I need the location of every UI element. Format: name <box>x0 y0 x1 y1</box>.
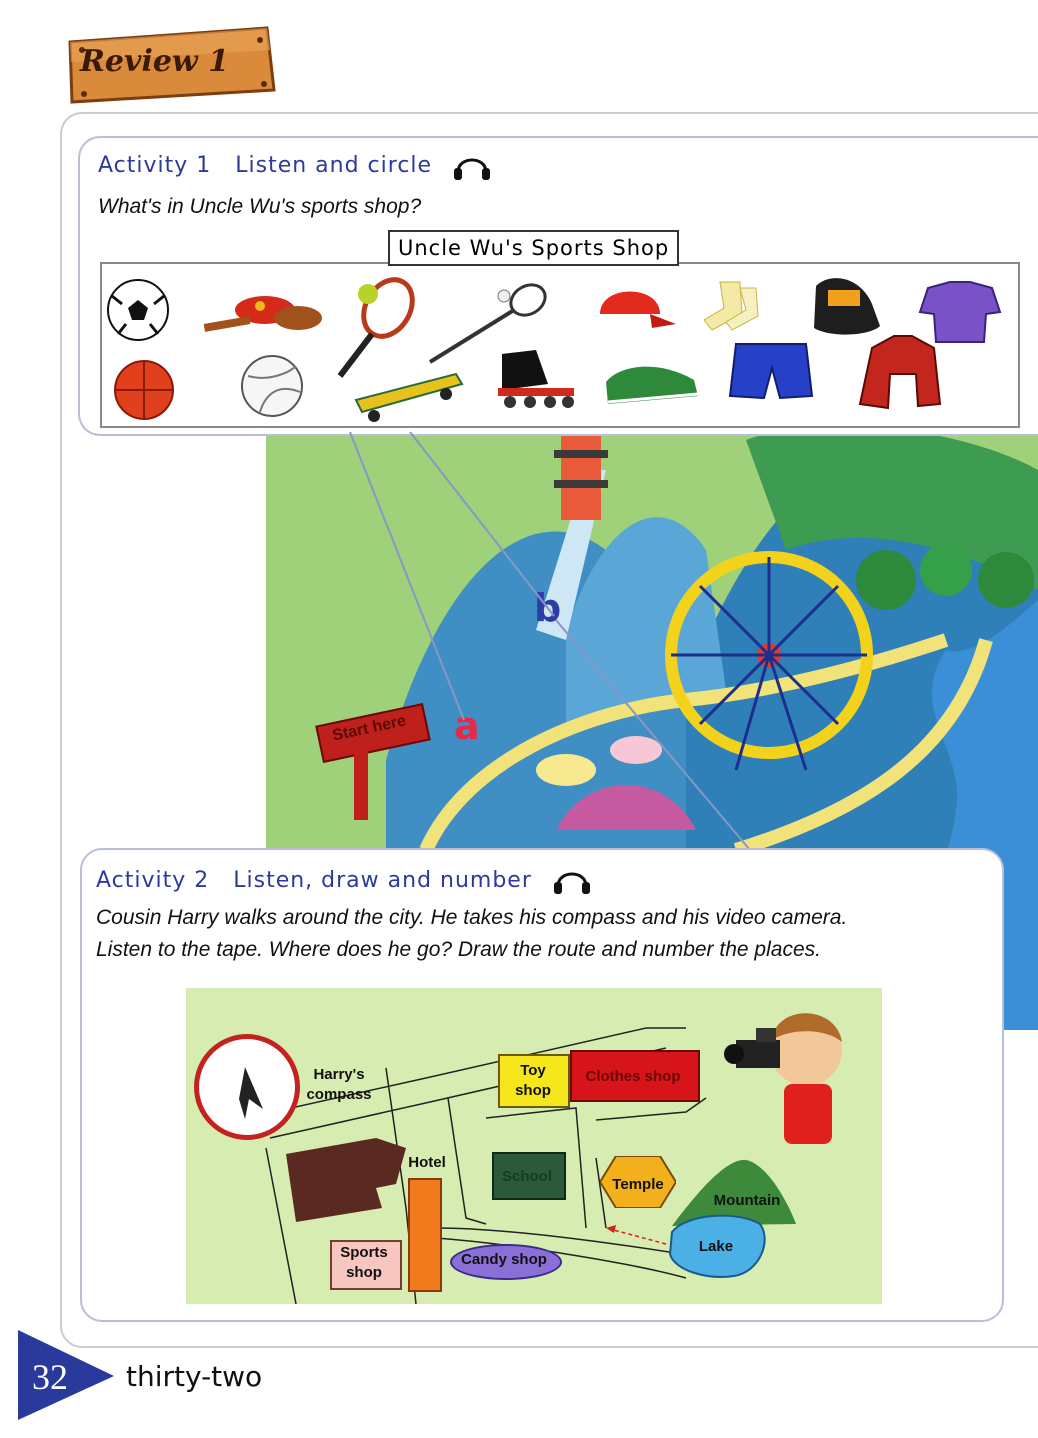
socks-icon <box>704 282 758 330</box>
tennis-racket-icon <box>340 271 422 376</box>
compass-label-1: Harry's <box>313 1066 365 1083</box>
headphones-icon <box>552 864 592 903</box>
marker-b: b <box>534 586 562 630</box>
city-map <box>186 988 882 1304</box>
ping-pong-bats-icon <box>204 296 322 332</box>
route-arrow <box>606 1228 666 1244</box>
shop-label: Uncle Wu's Sports Shop <box>388 230 679 266</box>
skateboard-icon <box>356 374 462 422</box>
sports-shop-label-2: shop <box>346 1264 382 1281</box>
toy-shop-label-2: shop <box>515 1082 551 1099</box>
school-label: School <box>501 1168 552 1185</box>
toy-shop-label-1: Toy <box>520 1062 546 1079</box>
badminton-racket-icon <box>430 279 551 362</box>
shorts-icon <box>730 344 812 398</box>
review-label: Review 1 <box>80 44 230 79</box>
start-here-text: Start here <box>330 712 408 745</box>
page-word: thirty-two <box>126 1360 263 1393</box>
bag-icon <box>814 278 880 334</box>
page-number: 32 <box>32 1357 68 1397</box>
headphones-icon <box>452 150 492 189</box>
volleyball-icon <box>242 356 302 416</box>
activity2-title: Activity 2 Listen, draw and number <box>96 868 532 893</box>
pointer-lines <box>330 430 810 870</box>
compass-needle-icon <box>199 1039 295 1135</box>
brown-block <box>286 1138 406 1222</box>
football-icon <box>108 280 168 340</box>
activity1-title: Activity 1 Listen and circle <box>98 153 433 178</box>
compass-label-2: compass <box>306 1086 372 1103</box>
marker-a: a <box>454 704 480 748</box>
lake-label: Lake <box>698 1238 734 1255</box>
roller-skates-icon <box>498 350 574 408</box>
jacket-icon <box>860 336 940 408</box>
review-banner <box>62 20 276 106</box>
hotel-label: Hotel <box>408 1154 446 1171</box>
activity1-question: What's in Uncle Wu's sports shop? <box>98 195 422 218</box>
sneakers-icon <box>606 367 698 404</box>
cameraman-figure <box>724 1013 842 1144</box>
activity2-instruction-2: Listen to the tape. Where does he go? Draw the route and number the places. <box>96 938 821 961</box>
basketball-icon <box>115 361 173 419</box>
mountain-label: Mountain <box>713 1192 781 1209</box>
sports-items <box>100 264 1016 424</box>
activity2-instruction-1: Cousin Harry walks around the city. He takes his compass and his video camera. <box>96 906 848 929</box>
temple-label: Temple <box>612 1176 664 1193</box>
shirt-icon <box>920 282 1000 342</box>
cap-icon <box>600 292 676 329</box>
compass <box>194 1034 300 1140</box>
candy-shop-label: Candy shop <box>461 1251 547 1268</box>
clothes-shop-label: Clothes shop <box>585 1068 681 1085</box>
hotel-block <box>408 1178 442 1292</box>
sports-shop-label-1: Sports <box>340 1244 388 1261</box>
